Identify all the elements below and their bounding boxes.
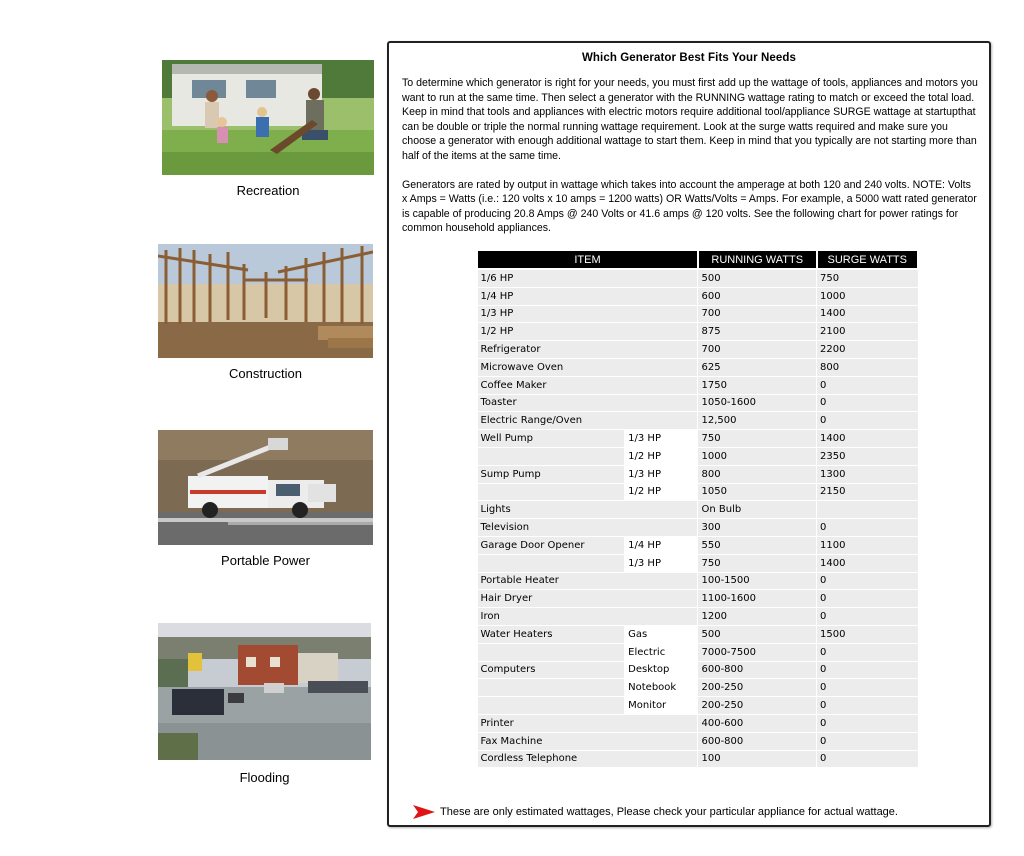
photo-caption: Portable Power	[221, 553, 310, 568]
running-watts-cell: 750	[698, 430, 817, 448]
running-watts-cell: 800	[698, 465, 817, 483]
surge-watts-cell: 0	[817, 679, 918, 697]
table-row	[477, 447, 918, 465]
surge-watts-cell: 1100	[817, 536, 918, 554]
item-cell	[477, 554, 625, 572]
table-row	[477, 714, 918, 732]
item-cell: Printer	[477, 714, 698, 732]
sub-cell: 1/3 HP	[625, 554, 698, 572]
running-watts-cell: 1050-1600	[698, 394, 817, 412]
table-row	[477, 430, 918, 448]
item-cell: Portable Heater	[477, 572, 698, 590]
item-cell: Refrigerator	[477, 341, 698, 359]
table-row	[477, 572, 918, 590]
running-watts-cell: 750	[698, 554, 817, 572]
table-row	[477, 269, 918, 287]
table-row	[477, 465, 918, 483]
item-cell	[477, 679, 625, 697]
table-row	[477, 643, 918, 661]
surge-watts-cell: 2350	[817, 447, 918, 465]
item-cell: 1/6 HP	[477, 269, 698, 287]
sub-cell: 1/2 HP	[625, 483, 698, 501]
sub-cell: Gas	[625, 625, 698, 643]
table-row	[477, 394, 918, 412]
surge-watts-cell: 0	[817, 519, 918, 537]
item-cell: Coffee Maker	[477, 376, 698, 394]
running-watts-cell: 7000-7500	[698, 643, 817, 661]
surge-watts-cell: 2100	[817, 323, 918, 341]
sub-cell: 1/4 HP	[625, 536, 698, 554]
photo-card-portable-power	[158, 430, 373, 568]
running-watts-cell: 200-250	[698, 679, 817, 697]
item-cell	[477, 483, 625, 501]
table-row	[477, 625, 918, 643]
running-watts-cell: 300	[698, 519, 817, 537]
red-arrow-icon	[413, 805, 435, 819]
running-watts-cell: 1050	[698, 483, 817, 501]
photo-card-recreation	[162, 60, 374, 198]
surge-watts-cell: 0	[817, 732, 918, 750]
surge-watts-cell	[817, 501, 918, 519]
sub-cell: Electric	[625, 643, 698, 661]
surge-watts-cell: 2200	[817, 341, 918, 359]
photo-card-flooding	[158, 623, 371, 785]
portable-power-photo	[158, 430, 373, 545]
running-watts-cell: 600-800	[698, 732, 817, 750]
surge-watts-cell: 1400	[817, 305, 918, 323]
surge-watts-cell: 0	[817, 643, 918, 661]
surge-watts-cell: 0	[817, 376, 918, 394]
sub-cell: 1/3 HP	[625, 430, 698, 448]
table-row	[477, 661, 918, 679]
wattage-table	[476, 249, 919, 768]
surge-watts-cell: 0	[817, 714, 918, 732]
running-watts-cell: On Bulb	[698, 501, 817, 519]
sub-cell: 1/2 HP	[625, 447, 698, 465]
item-cell: 1/2 HP	[477, 323, 698, 341]
running-watts-cell: 700	[698, 341, 817, 359]
item-cell: Toaster	[477, 394, 698, 412]
table-row	[477, 608, 918, 626]
item-cell: Hair Dryer	[477, 590, 698, 608]
table-row	[477, 358, 918, 376]
sub-cell: 1/3 HP	[625, 465, 698, 483]
running-watts-cell: 625	[698, 358, 817, 376]
header-surge-watts: SURGE WATTS	[817, 250, 918, 269]
table-row	[477, 323, 918, 341]
sub-cell: Monitor	[625, 697, 698, 715]
surge-watts-cell: 0	[817, 750, 918, 768]
table-row	[477, 590, 918, 608]
photo-caption: Recreation	[236, 183, 300, 198]
table-row	[477, 697, 918, 715]
running-watts-cell: 700	[698, 305, 817, 323]
running-watts-cell: 600-800	[698, 661, 817, 679]
photo-caption: Construction	[229, 366, 302, 381]
item-cell: Fax Machine	[477, 732, 698, 750]
note-text: These are only estimated wattages, Please check your particular appliance for actual wattage.	[440, 806, 898, 818]
item-cell: Sump Pump	[477, 465, 625, 483]
running-watts-cell: 1000	[698, 447, 817, 465]
surge-watts-cell: 0	[817, 394, 918, 412]
surge-watts-cell: 0	[817, 697, 918, 715]
surge-watts-cell: 1500	[817, 625, 918, 643]
running-watts-cell: 500	[698, 625, 817, 643]
table-row	[477, 287, 918, 305]
item-cell: Microwave Oven	[477, 358, 698, 376]
item-cell: Lights	[477, 501, 698, 519]
running-watts-cell: 875	[698, 323, 817, 341]
header-running-watts: RUNNING WATTS	[698, 250, 817, 269]
surge-watts-cell: 750	[817, 269, 918, 287]
running-watts-cell: 500	[698, 269, 817, 287]
table-header-row	[477, 250, 918, 269]
running-watts-cell: 200-250	[698, 697, 817, 715]
table-row	[477, 554, 918, 572]
item-cell: Water Heaters	[477, 625, 625, 643]
intro-paragraph: To determine which generator is right for your needs, you must first add up the wattage of tools, appliances and motors you want to run at the same time. Then select a generator with the RUNNING wattage rating to match or exceed the total load. Keep in mind that tools and appliances with electric motors require additional tool/appliance SURGE wattage at startupthat can be double or triple the normal running wattage requirement. Look at the surge watts required and make sure you choose a generator with enough additional wattage to start them. Keep in mind that you typically are not starting more than half of the items at the same time.	[402, 77, 978, 162]
table-row	[477, 305, 918, 323]
table-row	[477, 732, 918, 750]
item-cell: 1/4 HP	[477, 287, 698, 305]
table-row	[477, 519, 918, 537]
surge-watts-cell: 0	[817, 590, 918, 608]
surge-watts-cell: 0	[817, 412, 918, 430]
surge-watts-cell: 2150	[817, 483, 918, 501]
table-row	[477, 341, 918, 359]
item-cell: Computers	[477, 661, 625, 679]
photo-caption: Flooding	[239, 770, 290, 785]
table-row	[477, 483, 918, 501]
table-row	[477, 536, 918, 554]
sub-cell: Desktop	[625, 661, 698, 679]
running-watts-cell: 550	[698, 536, 817, 554]
table-row	[477, 376, 918, 394]
table-row	[477, 501, 918, 519]
running-watts-cell: 600	[698, 287, 817, 305]
estimate-note	[413, 805, 898, 819]
item-cell: 1/3 HP	[477, 305, 698, 323]
generator-info-panel	[387, 41, 991, 827]
panel-title: Which Generator Best Fits Your Needs	[581, 52, 797, 64]
surge-watts-cell: 0	[817, 661, 918, 679]
running-watts-cell: 1100-1600	[698, 590, 817, 608]
table-row	[477, 679, 918, 697]
item-cell	[477, 447, 625, 465]
running-watts-cell: 1200	[698, 608, 817, 626]
table-body	[477, 269, 918, 768]
running-watts-cell: 400-600	[698, 714, 817, 732]
item-cell: Cordless Telephone	[477, 750, 698, 768]
item-cell: Well Pump	[477, 430, 625, 448]
running-watts-cell: 100-1500	[698, 572, 817, 590]
ratings-paragraph: Generators are rated by output in wattage which takes into account the amperage at both 120 and 240 volts. NOTE: Volts x Amps = Watts (i.e.: 120 volts x 10 amps = 1200 watts) OR Watts/Volts = Amps. For example, a 5000 watt rated generator is capable of producing 20.8 Amps @ 240 Volts or 41.6 amps @ 120 volts. See the following chart for power ratings for common household appliances.	[402, 178, 977, 235]
running-watts-cell: 100	[698, 750, 817, 768]
table-row	[477, 750, 918, 768]
surge-watts-cell: 0	[817, 572, 918, 590]
item-cell: Garage Door Opener	[477, 536, 625, 554]
item-cell: Television	[477, 519, 698, 537]
running-watts-cell: 12,500	[698, 412, 817, 430]
surge-watts-cell: 1300	[817, 465, 918, 483]
item-cell: Iron	[477, 608, 698, 626]
header-item: ITEM	[477, 250, 698, 269]
photo-card-construction	[158, 244, 373, 381]
flooding-photo	[158, 623, 371, 760]
surge-watts-cell: 1400	[817, 430, 918, 448]
item-cell: Electric Range/Oven	[477, 412, 698, 430]
running-watts-cell: 1750	[698, 376, 817, 394]
surge-watts-cell: 1400	[817, 554, 918, 572]
construction-photo	[158, 244, 373, 358]
surge-watts-cell: 1000	[817, 287, 918, 305]
sub-cell: Notebook	[625, 679, 698, 697]
item-cell	[477, 643, 625, 661]
recreation-photo	[162, 60, 374, 175]
surge-watts-cell: 0	[817, 608, 918, 626]
surge-watts-cell: 800	[817, 358, 918, 376]
table-row	[477, 412, 918, 430]
item-cell	[477, 697, 625, 715]
